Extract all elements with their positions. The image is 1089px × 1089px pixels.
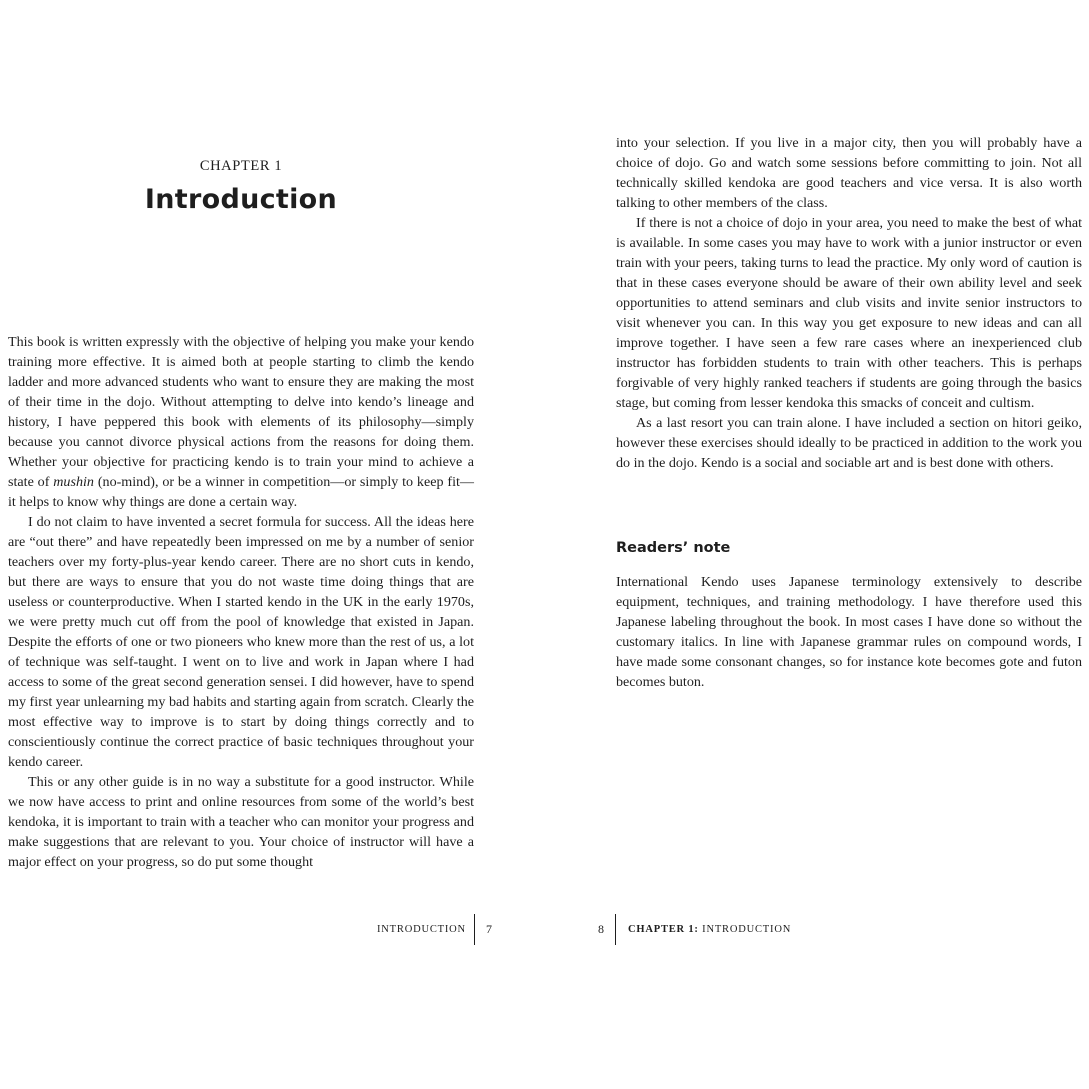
footer-running-head: INTRODUCTION — [377, 924, 466, 935]
chapter-label: CHAPTER 1 — [199, 158, 283, 174]
page-number: 7 — [486, 922, 492, 936]
paragraph: into your selection. If you live in a major city, then you will probably have a choice of dojo. Go and watch some sessions before committing to join. Not all technically skilled kendoka are good teachers and vice versa. It is also worth talking to other members of the class. — [616, 135, 1082, 211]
italic-term: mushin — [53, 474, 94, 490]
paragraph: I do not claim to have invented a secret formula for success. All the ideas here are “out there” and have repeatedly been impressed on me by a number of senior teachers over my forty-plus-year kendo career. There are no short cuts in kendo, but there are ways to ensure that you do not waste time doing things that are useless or counterproductive. When I started kendo in the UK in the early 1970s, we were pretty much cut off from the pool of knowledge that existed in Japan. Despite the efforts of one or two pioneers who knew more than the rest of us, a lot of technique was self-taught. I went on to live and work in Japan where I had access to some of the great second generation sensei. I did however, have to spend my first year unlearning my bad habits and starting again from scratch. Clearly the most effective way to improve is to start by doing things correctly and to conscientiously continue the correct practice of basic techniques throughout your kendo career. — [8, 514, 474, 770]
left-page — [0, 0, 544, 1089]
section-heading: Readers’ note — [616, 540, 731, 556]
paragraph: This or any other guide is in no way a substitute for a good instructor. While we now have access to print and online resources from some of the world’s best kendoka, it is important to train with a teacher who can monitor your progress and make suggestions that are relevant to you. Your choice of instructor will have a major effect on your progress, so do put some thought — [8, 774, 474, 870]
paragraph: If there is not a choice of dojo in your area, you need to make the best of what is available. In some cases you may have to work with a junior instructor or even train with your peers, taking turns to lead the practice. My only word of caution is that in these cases everyone should be aware of their own ability level and seek opportunities to attend seminars and club visits and invite senior instructors to visit whenever you can. In this way you get exposure to new ideas and can all improve together. I have seen a few rare cases where an inexperienced club instructor has forbidden students to train with other teachers. This is perhaps forgivable of very highly ranked teachers if students are going through the basics stage, but coming from lesser kendoka this smacks of conceit and cultism. — [616, 215, 1082, 411]
left-body-text — [8, 332, 474, 872]
footer-divider — [615, 914, 616, 945]
paragraph: As a last resort you can train alone. I have included a section on hitori geiko, however these exercises should ideally to be practiced in addition to the work you do in the dojo. Kendo is a social and sociable art and is best done with others. — [616, 415, 1082, 471]
right-page — [544, 0, 1089, 1089]
paragraph: This book is written expressly with the objective of helping you make your kendo training more effective. It is aimed both at people starting to climb the kendo ladder and more advanced students who want to ensure they are making the most of their time in the dojo. Without attempting to delve into kendo’s lineage and history, I have peppered this book with elements of its philosophy—simply because you cannot divorce physical actions from the reasons for doing them. Whether your objective for practicing kendo is to train your mind to achieve a state of mushin (no-mind), or be a winner in competition—or simply to keep fit—it helps to know why things are done a certain way. — [8, 334, 474, 510]
footer-divider — [474, 914, 475, 945]
paragraph: International Kendo uses Japanese terminology extensively to describe equipment, techniques, and training methodology. I have therefore used this Japanese labeling throughout the book. In most cases I have done so without the customary italics. In line with Japanese grammar rules on compound words, I have made some consonant changes, so for instance kote becomes gote and futon becomes buton. — [616, 574, 1082, 690]
page-number: 8 — [598, 922, 604, 936]
right-body-text — [616, 133, 1082, 473]
footer-chapter-title: INTRODUCTION — [702, 924, 792, 935]
footer-running-head — [628, 924, 791, 935]
readers-note-text — [616, 572, 1082, 692]
chapter-title: Introduction — [144, 184, 338, 215]
footer-chapter-prefix: CHAPTER 1: — [628, 924, 699, 935]
